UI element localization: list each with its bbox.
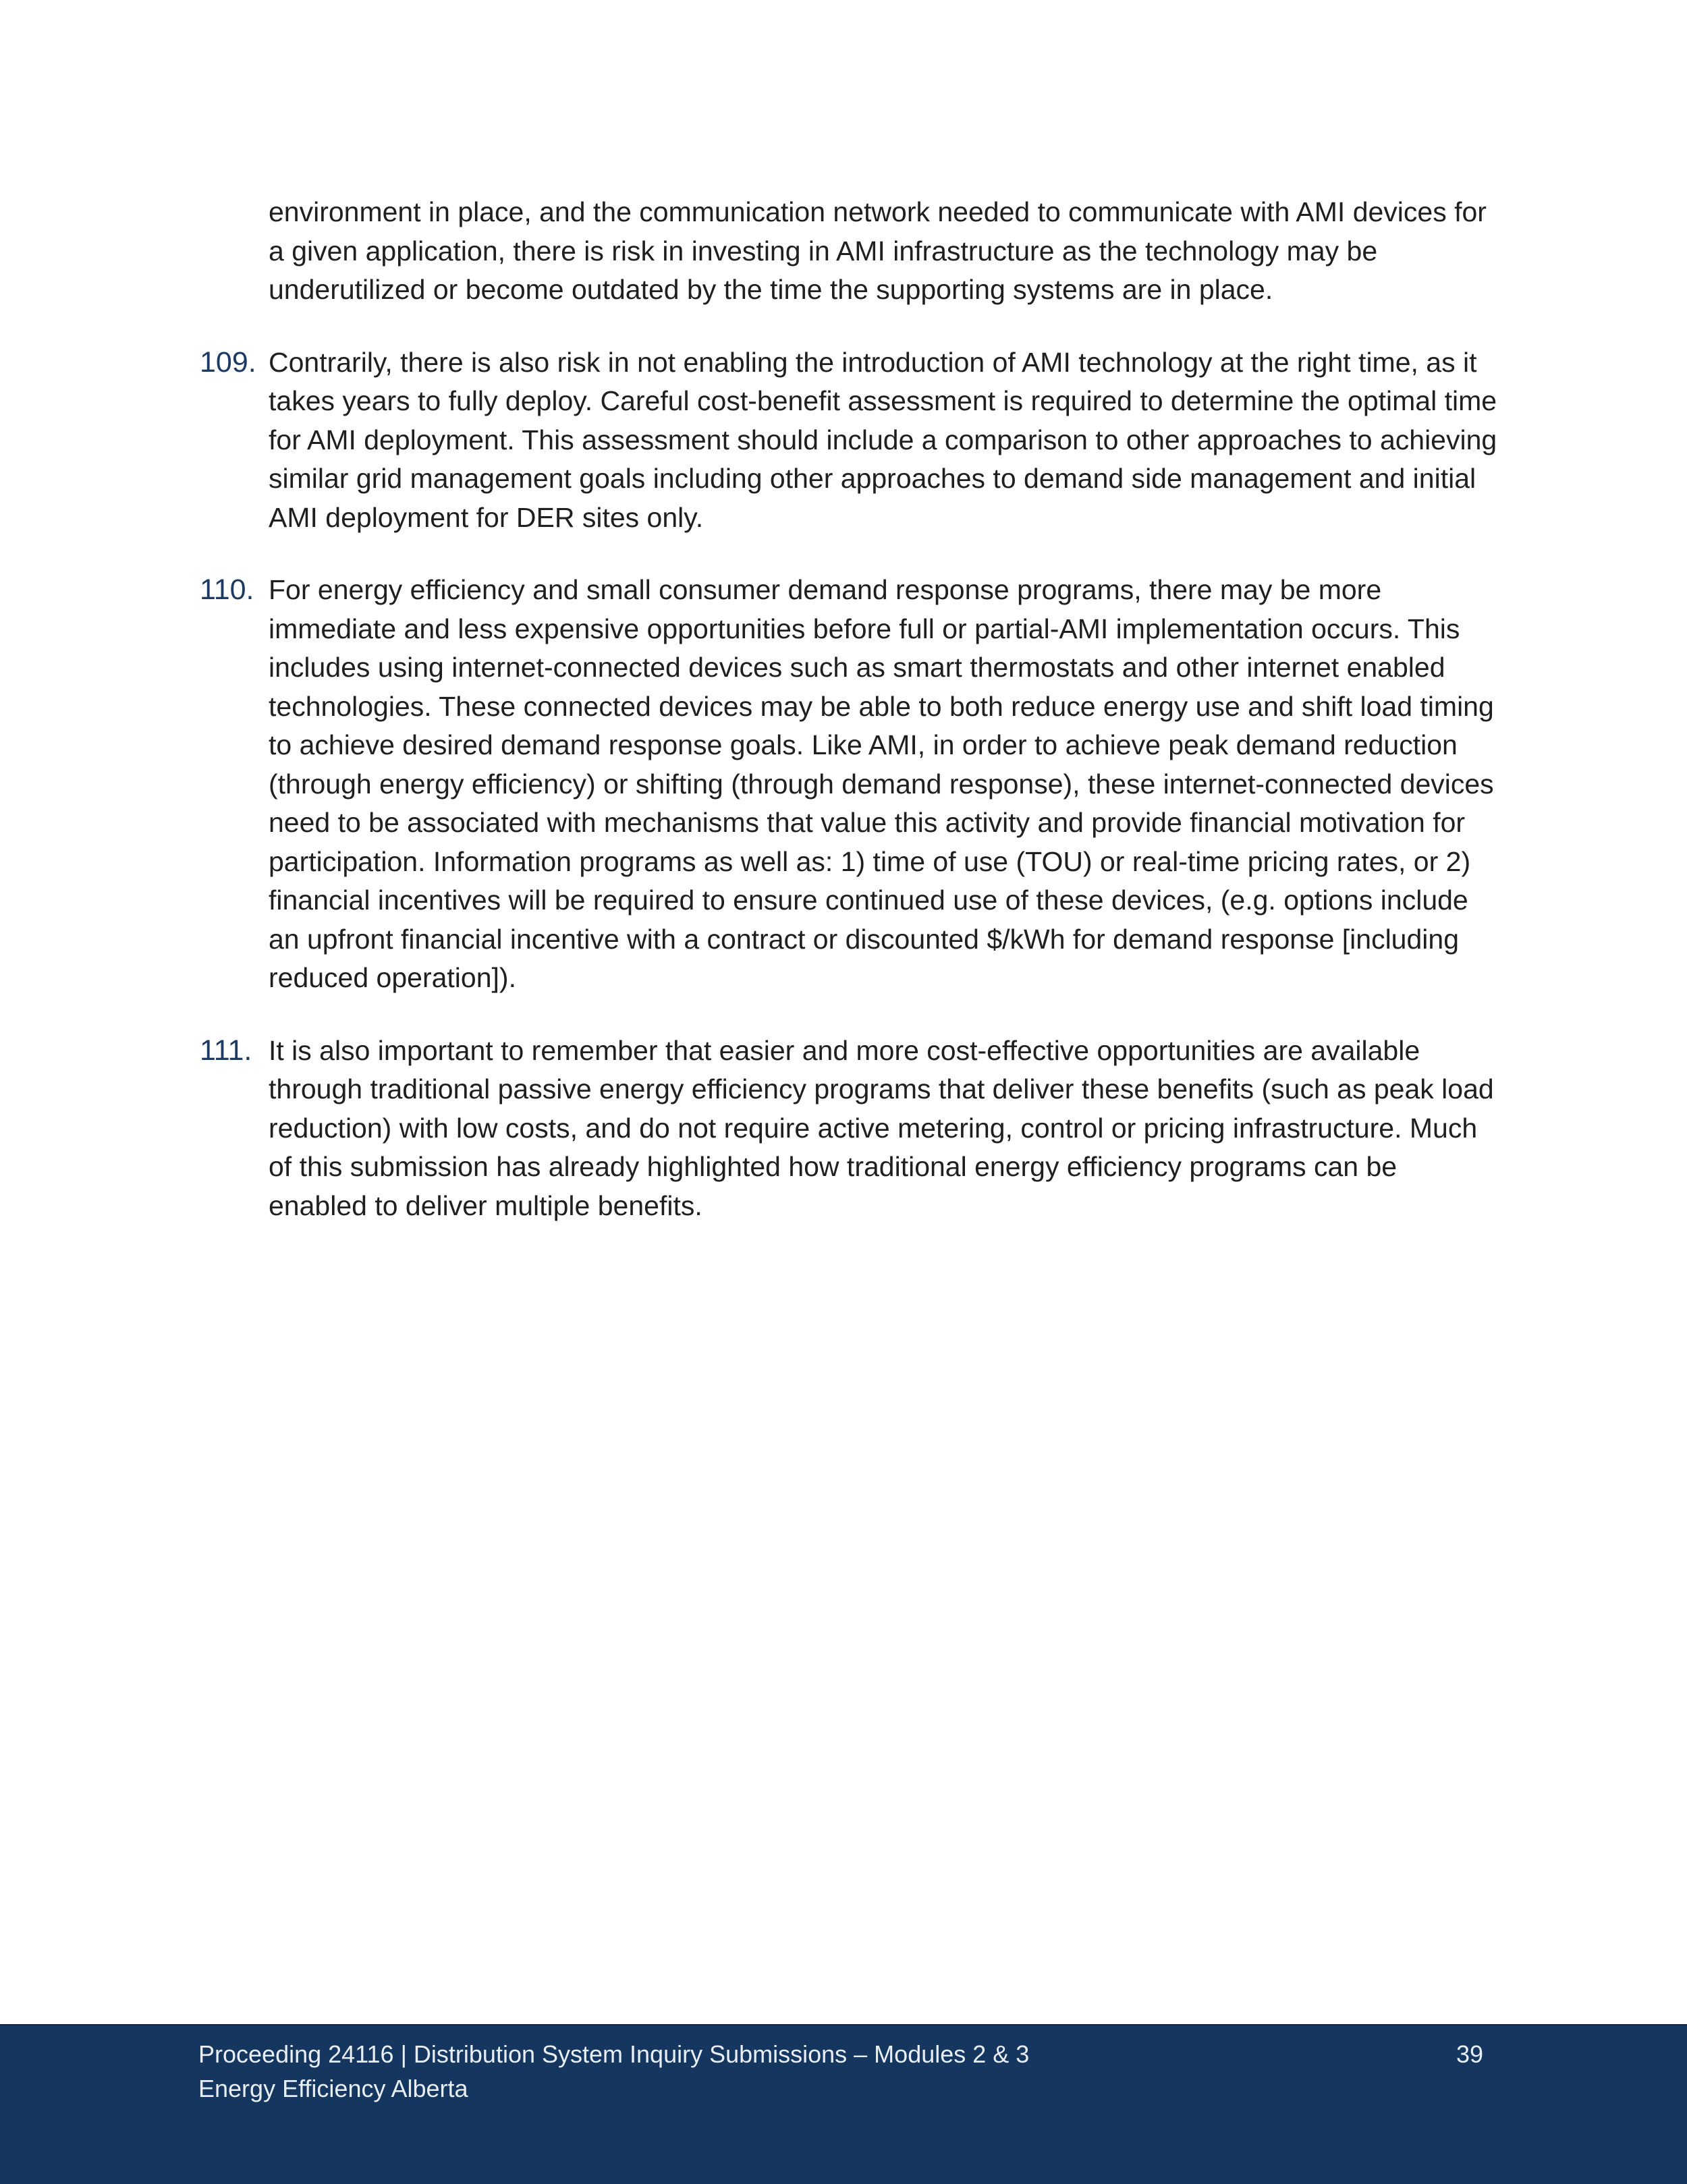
paragraph-109 — [200, 343, 1502, 538]
continuation-paragraph-text: environment in place, and the communication network needed to communicate with AMI devices for a given application, there is risk in investing in AMI infrastructure as the technology may be underutilized or become outdated by the time the supporting systems are in place. — [269, 196, 1487, 305]
paragraph-number: 111. — [200, 1034, 252, 1067]
paragraph-text: It is also important to remember that easier and more cost-effective opportunities are available through traditional passive energy efficiency programs that deliver these benefits (such as peak load reduction) with low costs, and do not require active metering, control or pricing infrastructure. Much of this submission has already highlighted how traditional energy efficiency programs can be enabled to deliver multiple benefits. — [269, 1034, 1494, 1221]
footer-organization: Energy Efficiency Alberta — [198, 2075, 468, 2102]
paragraph-111 — [200, 1032, 1502, 1226]
paragraph-number: 110. — [200, 573, 254, 606]
page-number: 39 — [1456, 2040, 1484, 2068]
paragraph-110 — [200, 571, 1502, 998]
page-footer — [0, 2024, 1687, 2184]
paragraph-text: For energy efficiency and small consumer demand response programs, there may be more immediate and less expensive opportunities before full or partial-AMI implementation occurs. This includes using internet-connected devices such as smart thermostats and other internet enabled technologies. These connected devices may be able to both reduce energy use and shift load timing to achieve desired demand response goals. Like AMI, in order to achieve peak demand reduction (through energy efficiency) or shifting (through demand response), these internet-connected devices need to be associated with mechanisms that value this activity and provide financial motivation for participation. Information programs as well as: 1) time of use (TOU) or real-time pricing rates, or 2) financial incentives will be required to ensure continued use of these devices, (e.g. options include an upfront financial incentive with a contract or discounted $/kWh for demand response [including reduced operation]). — [269, 574, 1494, 993]
body-content — [200, 193, 1502, 1259]
paragraph-number: 109. — [200, 345, 256, 379]
paragraph-text: Contrarily, there is also risk in not enabling the introduction of AMI technology at the right time, as it takes years to fully deploy. Careful cost-benefit assessment is required to determine the optimal time for AMI deployment. This assessment should include a comparison to other approaches to achieving similar grid management goals including other approaches to demand side management and initial AMI deployment for DER sites only. — [269, 346, 1497, 533]
footer-proceeding-title: Proceeding 24116 | Distribution System Inquiry Submissions – Modules 2 & 3 — [198, 2040, 1030, 2068]
continuation-paragraph — [200, 193, 1502, 310]
